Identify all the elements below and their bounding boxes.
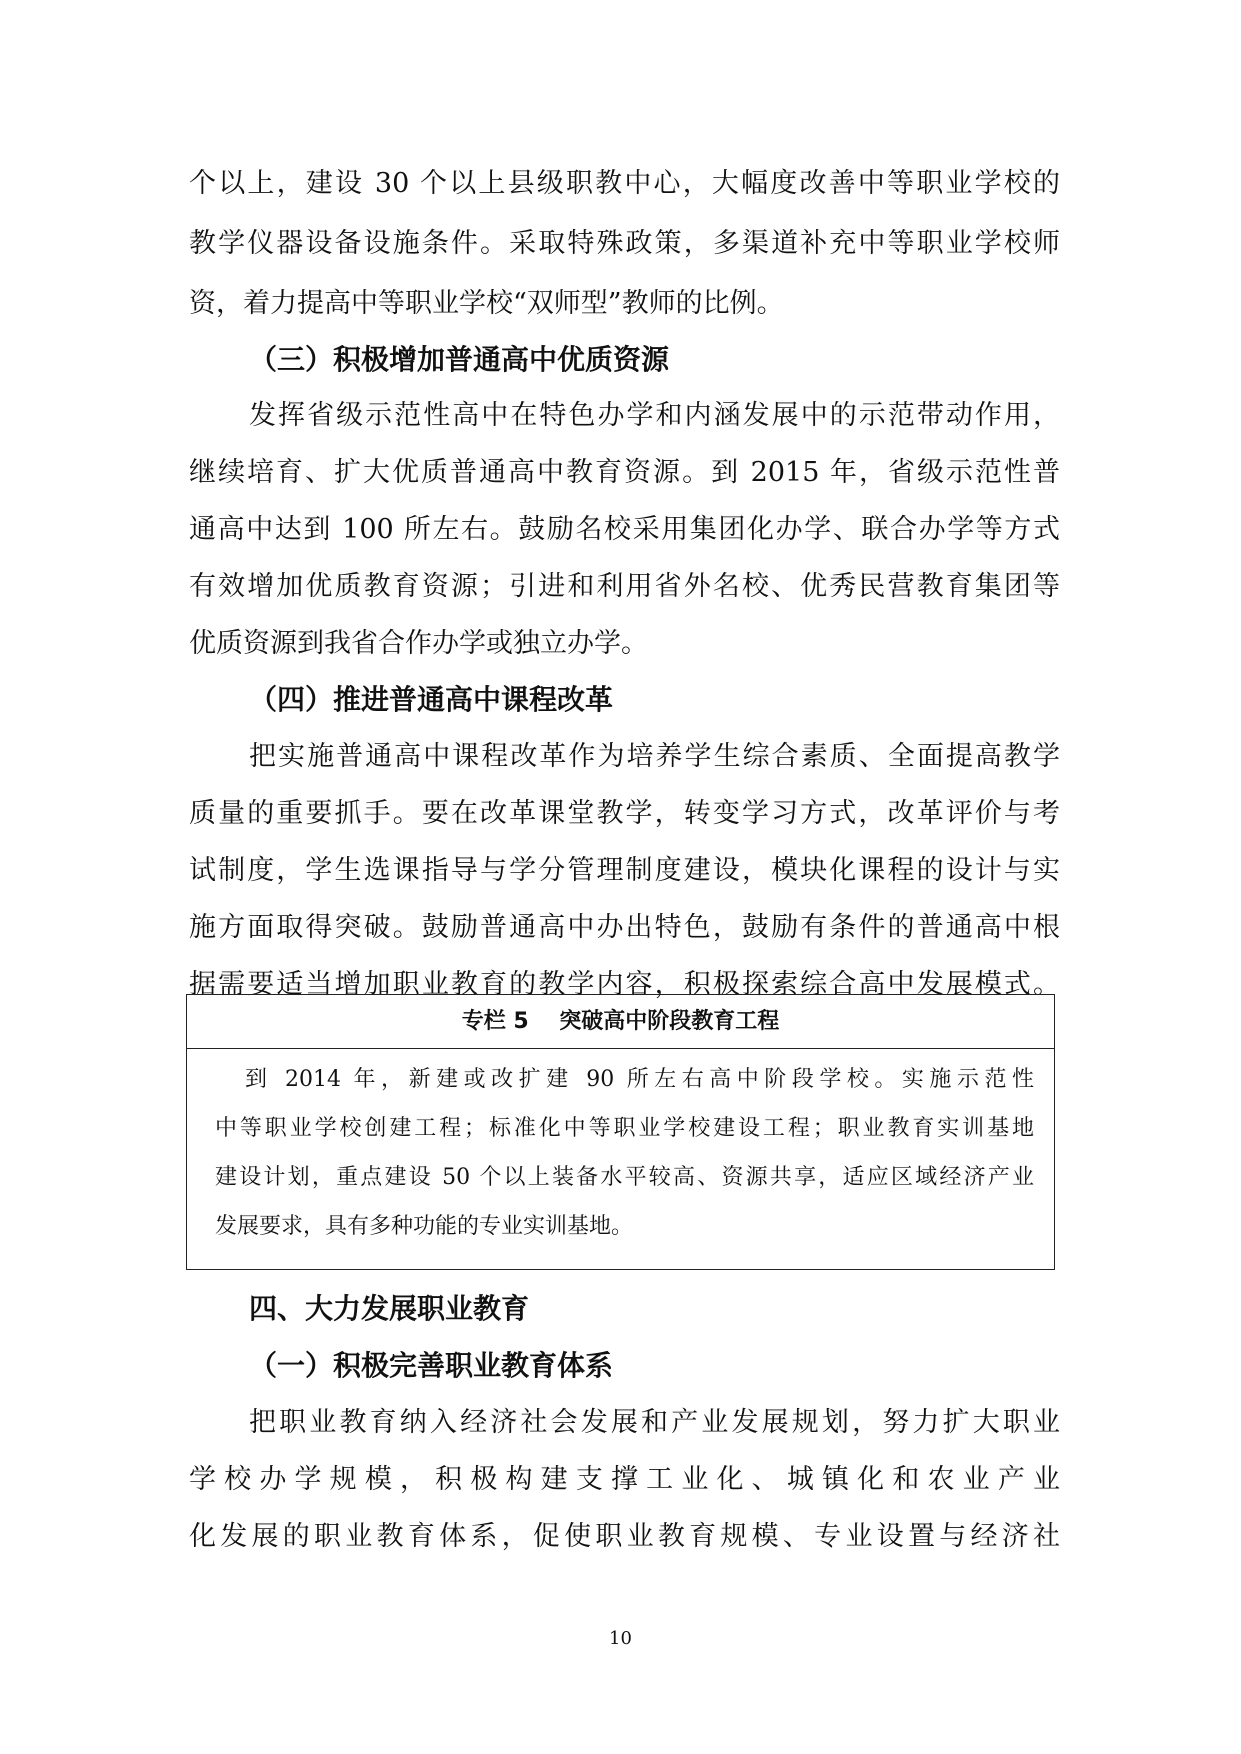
section-3-heading: （三）积极增加普通高中优质资源 [249,343,670,376]
chapter-4-heading: 四、大力发展职业教育 [249,1292,530,1325]
section-4-line-5: 据需要适当增加职业教育的教学内容，积极探索综合高中发展模式。 [189,969,1060,1000]
section-4-line-1: 把实施普通高中课程改革作为培养学生综合素质、全面提高教学 [249,741,1060,772]
column-box [186,994,1055,1270]
section-4-line-3: 试制度，学生选课指导与学分管理制度建设，模块化课程的设计与实 [189,855,1060,886]
section-4-1-heading: （一）积极完善职业教育体系 [249,1349,614,1382]
section-4-line-2: 质量的重要抓手。要在改革课堂教学，转变学习方式，改革评价与考 [189,798,1060,829]
section-3-line-4: 有效增加优质教育资源；引进和利用省外名校、优秀民营教育集团等 [189,571,1060,602]
column-box-line-4: 发展要求，具有多种功能的专业实训基地。 [215,1214,634,1239]
intro-line-3: 资，着力提高中等职业学校“双师型”教师的比例。 [189,288,784,319]
section-4-1-line-1: 把职业教育纳入经济社会发展和产业发展规划，努力扩大职业 [249,1407,1060,1438]
column-box-line-3: 建设计划，重点建设 50 个以上装备水平较高、资源共享，适应区域经济产业 [215,1165,1034,1190]
section-4-1-line-2: 学校办学规模，积极构建支撑工业化、城镇化和农业产业 [189,1464,1060,1495]
column-box-line-2: 中等职业学校创建工程；标准化中等职业学校建设工程；职业教育实训基地 [215,1116,1034,1141]
intro-line-1: 个以上，建设 30 个以上县级职教中心，大幅度改善中等职业学校的 [189,168,1060,199]
column-box-line-1: 到 2014 年，新建或改扩建 90 所左右高中阶段学校。实施示范性 [245,1067,1034,1092]
intro-line-2: 教学仪器设备设施条件。采取特殊政策，多渠道补充中等职业学校师 [189,228,1060,259]
column-box-title: 专栏 5 突破高中阶段教育工程 [187,995,1054,1049]
section-3-line-3: 通高中达到 100 所左右。鼓励名校采用集团化办学、联合办学等方式 [189,514,1060,545]
section-4-1-line-3: 化发展的职业教育体系，促使职业教育规模、专业设置与经济社 [189,1521,1060,1552]
page-number: 10 [609,1628,632,1649]
section-3-line-1: 发挥省级示范性高中在特色办学和内涵发展中的示范带动作用， [249,400,1060,431]
section-3-line-2: 继续培育、扩大优质普通高中教育资源。到 2015 年，省级示范性普 [189,457,1060,488]
section-4-line-4: 施方面取得突破。鼓励普通高中办出特色，鼓励有条件的普通高中根 [189,912,1060,943]
section-4-heading: （四）推进普通高中课程改革 [249,683,614,716]
section-3-line-5: 优质资源到我省合作办学或独立办学。 [189,628,648,659]
